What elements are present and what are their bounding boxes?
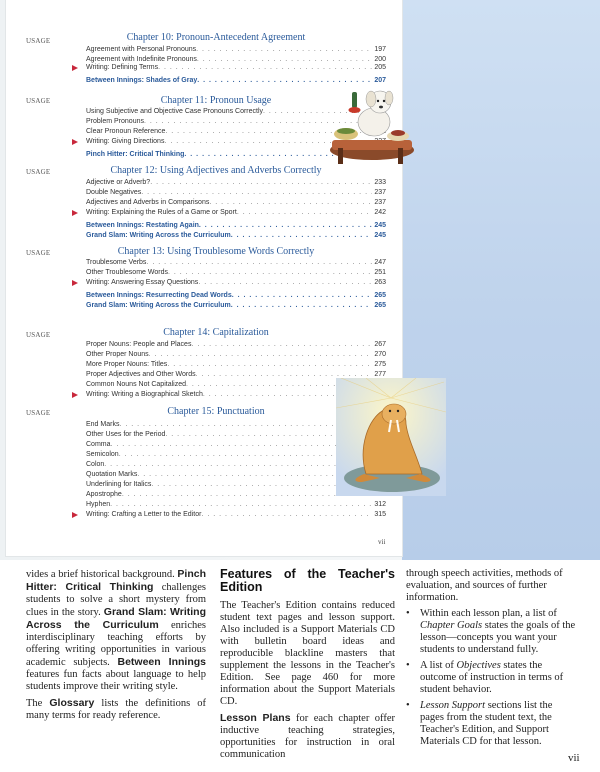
- body-column-1: [26, 568, 206, 726]
- list-item: • A list of Objectives states the outcome of instruction in terms of student behavior.: [406, 660, 564, 695]
- list-item: • Within each lesson plan, a list of Chapter Goals states the goals of the lesson—concepts you want your students to understand fully.: [406, 608, 576, 655]
- body-paragraph: Lesson Plans for each chapter offer inductive teaching strategies, opportunities for instruction in oral communication: [220, 712, 395, 760]
- usage-label: USAGE: [26, 97, 51, 105]
- toc-entry: Writing: Writing a Biographical Sketch . . .: [86, 390, 386, 400]
- writing-arrow-icon: [72, 512, 78, 518]
- writing-arrow-icon: [72, 139, 78, 145]
- toc-entry: Writing: Explaining the Rules of a Game or Sport . . . 242: [86, 208, 386, 218]
- chapter-title: Chapter 15: Punctuation: [167, 406, 265, 417]
- chapter-title: Chapter 14: Capitalization: [163, 327, 269, 338]
- toc-entry: More Proper Nouns: Titles . . . 275: [86, 360, 386, 370]
- writing-arrow-icon: [72, 210, 78, 216]
- toc-entry: Clear Pronoun Reference . . .: [86, 127, 386, 137]
- body-paragraph: vides a brief historical background. Pinch Hitter: Critical Thinking challenges students to solve a short mystery from clues in the story. Grand Slam: Writing Across the Curriculum enriches interdisciplinary teaching efforts by offering writing opportunities in various academic subjects. Between Innings features fun facts about language to help students improve their writing style.: [26, 568, 206, 692]
- toc-entry: Agreement with Indefinite Pronouns . . . 200: [86, 55, 386, 65]
- toc-entry: Colon . . .: [86, 460, 386, 470]
- toc-entry-feature: Pinch Hitter: Critical Thinking . . .: [86, 150, 386, 160]
- toc-entry: Using Subjective and Objective Case Pronouns Correctly . . .: [86, 107, 386, 117]
- body-column-2: [220, 568, 395, 765]
- toc-entry: Double Negatives . . . 237: [86, 188, 386, 198]
- toc-entry: Adjectives and Adverbs in Comparisons . . . 237: [86, 198, 386, 208]
- body-paragraph: The Teacher's Edition contains reduced student text pages and lesson support. Also included is a Support Materials CD with bulletin board ideas and reproducible blackline masters that supplement the lessons in the Teacher's Edition. See page 460 for more information about the Support Materials CD.: [220, 600, 395, 707]
- toc-entry-feature: Grand Slam: Writing Across the Curriculum . . . 245: [86, 231, 386, 241]
- toc-entry-feature: Grand Slam: Writing Across the Curriculum . . . 265: [86, 301, 386, 311]
- dog-illustration: [328, 84, 418, 166]
- toc-entry-feature: Between Innings: Restating Again . . . 245: [86, 221, 386, 231]
- walrus-illustration: [336, 378, 446, 496]
- toc-entry: Other Proper Nouns . . . 270: [86, 350, 386, 360]
- chapter-title: Chapter 13: Using Troublesome Words Correctly: [117, 246, 315, 257]
- section-heading: Features of the Teacher's Edition: [220, 567, 395, 594]
- toc-entry: Common Nouns Not Capitalized . . .: [86, 380, 386, 390]
- toc-entry: Problem Pronouns . . .: [86, 117, 386, 127]
- writing-arrow-icon: [72, 280, 78, 286]
- toc-entry: Proper Nouns: People and Places . . . 267: [86, 340, 386, 350]
- toc-entry: Other Uses for the Period . . .: [86, 430, 386, 440]
- chapter-title: Chapter 10: Pronoun-Antecedent Agreement: [126, 32, 306, 43]
- toc-entry: Agreement with Personal Pronouns . . . 197: [86, 45, 386, 55]
- toc-entry: Quotation Marks . . .: [86, 470, 386, 480]
- toc-entry: Comma . . .: [86, 440, 386, 450]
- bullet-icon: •: [406, 608, 410, 619]
- body-paragraph: through speech activities, methods of evaluation, and sources of further information.: [406, 568, 563, 603]
- toc-entry: Writing: Answering Essay Questions . . . 263: [86, 278, 386, 288]
- toc-entry: Writing: Crafting a Letter to the Editor . . . 315: [86, 510, 386, 520]
- list-item: • Lesson Support sections list the pages from the student text, the Teacher's Edition, and Support Materials CD for that lesson.: [406, 700, 553, 747]
- body-column-3: [406, 568, 578, 752]
- toc-entry: Other Troublesome Words . . . 251: [86, 268, 386, 278]
- toc-entry: Writing: Defining Terms . . . 205: [86, 63, 386, 73]
- toc-entry: Adjective or Adverb? . . . 233: [86, 178, 386, 188]
- toc-entry: Apostrophe . . .: [86, 490, 386, 500]
- chapter-title: Chapter 12: Using Adjectives and Adverbs Correctly: [110, 165, 322, 176]
- toc-entry-feature: Between Innings: Resurrecting Dead Words . . . 265: [86, 291, 386, 301]
- writing-arrow-icon: [72, 65, 78, 71]
- writing-arrow-icon: [72, 392, 78, 398]
- body-paragraph: The Glossary lists the definitions of many terms for ready reference.: [26, 697, 206, 721]
- usage-label: USAGE: [26, 331, 51, 339]
- toc-entry: Semicolon . . .: [86, 450, 386, 460]
- usage-label: USAGE: [26, 168, 51, 176]
- bullet-icon: •: [406, 660, 410, 671]
- page-number: vii: [568, 752, 580, 764]
- toc-entry-feature: Between Innings: Shades of Gray . . . 207: [86, 76, 386, 86]
- toc-entry: Troublesome Verbs . . . 247: [86, 258, 386, 268]
- toc-entry: Writing: Giving Directions . . .: [86, 137, 386, 147]
- bullet-icon: •: [406, 700, 410, 711]
- toc-entry: End Marks . . .: [86, 420, 386, 430]
- usage-label: USAGE: [26, 37, 51, 45]
- chapter-title: Chapter 11: Pronoun Usage: [160, 95, 272, 106]
- toc-entry: Underlining for Italics . . .: [86, 480, 386, 490]
- usage-label: USAGE: [26, 409, 51, 417]
- toc-entry: Proper Adjectives and Other Words . . . 277: [86, 370, 386, 380]
- inner-page-number: vii: [378, 538, 386, 546]
- usage-label: USAGE: [26, 249, 51, 257]
- toc-entry: Hyphen . . . 312: [86, 500, 386, 510]
